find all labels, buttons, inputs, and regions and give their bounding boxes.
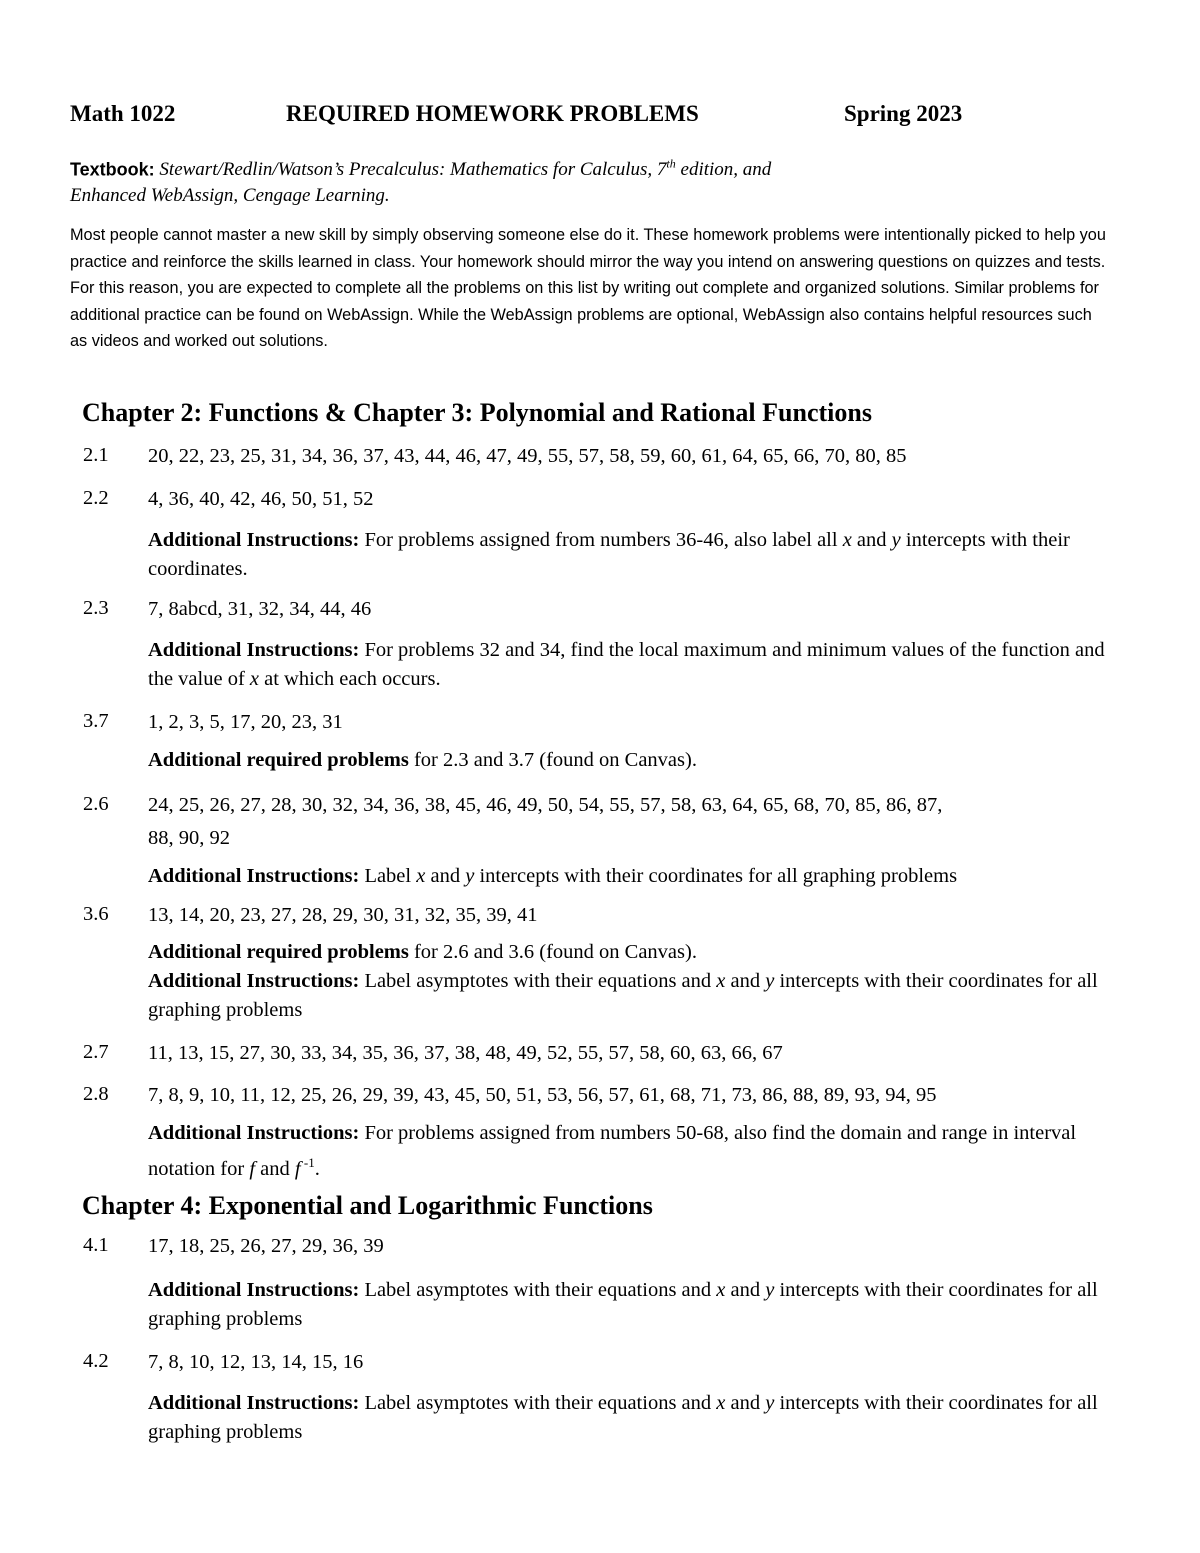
additional-instructions: Additional Instructions: For problems assigned from numbers 36-46, also label all x and y intercepts with their coordinates. [148,529,1070,580]
problem-list: 7, 8, 10, 12, 13, 14, 15, 16 [148,1351,364,1373]
textbook-info [70,151,1130,209]
problem-list: 11, 13, 15, 27, 30, 33, 34, 35, 36, 37, 38, 48, 49, 52, 55, 57, 58, 60, 63, 66, 67 [148,1042,783,1064]
textbook-title: Stewart/Redlin/Watson’s Precalculus: Mathematics for Calculus, 7th edition, and Enhanced WebAssign, Cengage Learning. [70,157,772,207]
chapter-heading: Chapter 2: Functions & Chapter 3: Polynomial and Rational Functions [82,398,872,427]
problem-list: 17, 18, 25, 26, 27, 29, 36, 39 [148,1235,384,1257]
problem-list: 13, 14, 20, 23, 27, 28, 29, 30, 31, 32, 35, 39, 41 [148,904,538,926]
section-number: 3.7 [83,710,109,732]
section-number: 2.8 [83,1083,109,1105]
section-number: 2.3 [83,597,109,619]
textbook-label: Textbook: [70,159,155,180]
problem-list: 7, 8abcd, 31, 32, 34, 44, 46 [148,598,372,620]
section-number: 2.6 [83,793,109,815]
problem-list: 24, 25, 26, 27, 28, 30, 32, 34, 36, 38, 45, 46, 49, 50, 54, 55, 57, 58, 63, 64, 65, 68, 70, 85, 86, 87, 88, 90, 92 [148,794,943,849]
course-code: Math 1022 [70,101,176,126]
section-number: 2.2 [83,487,109,509]
additional-instructions: Additional Instructions: For problems assigned from numbers 50-68, also find the domain and range in interval notation for f and f $^{-1}$. [148,1122,1077,1180]
additional-instructions: Additional Instructions: Label asymptotes with their equations and x and y intercepts with their coordinates for all graphing problems [148,1392,1098,1443]
problem-list: 1, 2, 3, 5, 17, 20, 23, 31 [148,711,343,733]
problem-list: 4, 36, 40, 42, 46, 50, 51, 52 [148,488,374,510]
section-number: 2.7 [83,1041,109,1063]
section-number: 2.1 [83,444,109,466]
section-number: 3.6 [83,903,109,925]
section-number: 4.2 [83,1350,109,1372]
additional-instructions: Additional Instructions: For problems 32 and 34, find the local maximum and minimum values of the function and the value of x at which each occurs. [148,639,1105,690]
additional-required-note: Additional required problems for 2.6 and 3.6 (found on Canvas). [148,941,697,963]
problem-list: 7, 8, 9, 10, 11, 12, 25, 26, 29, 39, 43, 45, 50, 51, 53, 56, 57, 61, 68, 71, 73, 86, 88, 89, 93, 94, 95 [148,1084,937,1106]
additional-instructions: Additional Instructions: Label x and y intercepts with their coordinates for all graphing problems [148,865,958,887]
additional-instructions: Additional Instructions: Label asymptotes with their equations and x and y intercepts with their coordinates for all graphing problems [148,1279,1098,1330]
chapter-heading: Chapter 4: Exponential and Logarithmic Functions [82,1191,653,1220]
intro-paragraph: Most people cannot master a new skill by simply observing someone else do it. These homework problems were intentionally picked to help you practice and reinforce the skills learned in class. Your homework should mirror the way you intend on answering questions on quizzes and tests. For this reason, you are expected to complete all the problems on this list by writing out complete and organized solutions. Similar problems for additional practice can be found on WebAssign. While the WebAssign problems are optional, WebAssign also contains helpful resources such as videos and worked out solutions. [70,226,1106,351]
problem-list: 20, 22, 23, 25, 31, 34, 36, 37, 43, 44, 46, 47, 49, 55, 57, 58, 59, 60, 61, 64, 65, 66, 70, 80, 85 [148,445,907,467]
additional-instructions: Additional Instructions: Label asymptotes with their equations and x and y intercepts with their coordinates for all graphing problems [148,970,1098,1021]
additional-required-note: Additional required problems for 2.3 and 3.7 (found on Canvas). [148,749,697,771]
document-title: REQUIRED HOMEWORK PROBLEMS [286,101,699,126]
semester: Spring 2023 [844,101,963,126]
section-number: 4.1 [83,1234,109,1256]
